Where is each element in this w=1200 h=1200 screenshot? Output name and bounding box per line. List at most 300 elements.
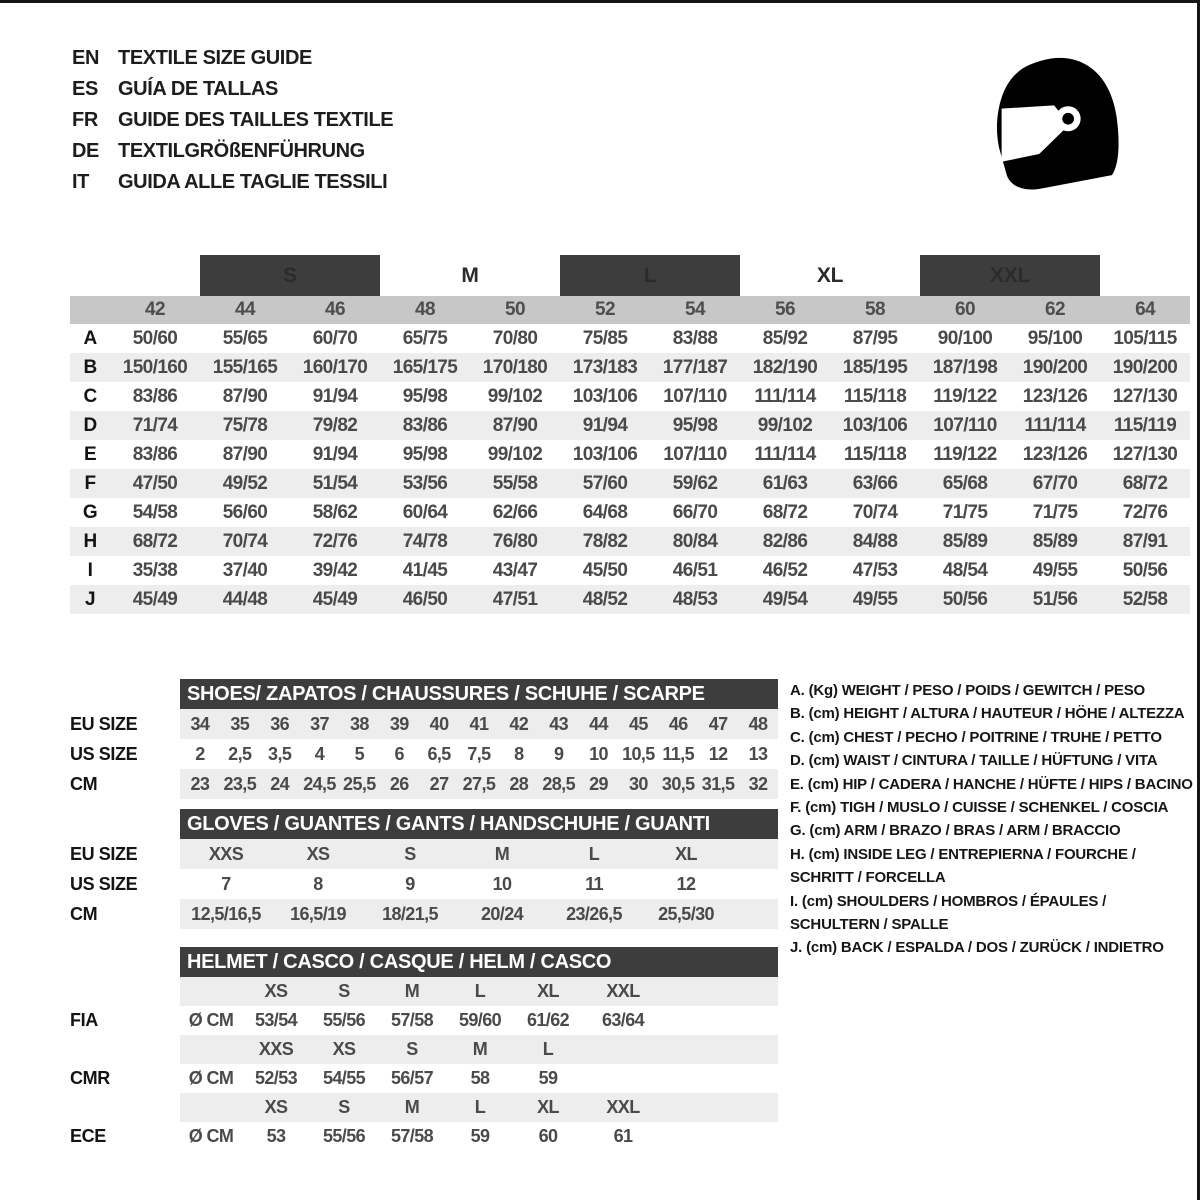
size-value: 91/94 <box>312 443 358 465</box>
size-value: 190/200 <box>1010 353 1100 382</box>
column-header-44: 44 <box>200 296 290 324</box>
helmet-size-label: S <box>378 1035 446 1064</box>
row-label: I <box>87 559 93 581</box>
size-value: 66/70 <box>672 501 718 523</box>
measure-row-i <box>70 556 1190 585</box>
helmet-size-label: XS <box>242 1093 310 1122</box>
size-value: 70/74 <box>200 527 290 556</box>
helmet-sizes-row-ece <box>180 1093 778 1122</box>
size-value: 74/78 <box>380 527 470 556</box>
size-value: 119/122 <box>933 385 997 407</box>
diameter-unit-label: Ø CM <box>188 1010 234 1030</box>
shoes-us-value: 6,5 <box>427 743 451 764</box>
measure-row-j <box>70 585 1190 614</box>
size-value: 83/86 <box>132 443 178 465</box>
size-value: 173/183 <box>560 353 650 382</box>
size-value: 115/118 <box>843 385 907 407</box>
size-value: 85/89 <box>920 527 1010 556</box>
size-value: 44/48 <box>200 585 290 614</box>
shoes-us-value: 2 <box>195 743 205 764</box>
shoes-cm-value: 23 <box>180 769 220 799</box>
helmet-size-value: 53/54 <box>254 1010 298 1030</box>
size-value: 111/114 <box>754 443 816 465</box>
measure-row-f <box>70 469 1190 498</box>
guide-title: TEXTILE SIZE GUIDE <box>118 47 312 69</box>
size-value: 35/38 <box>132 559 178 581</box>
helmet-sizes-row-cmr <box>180 1035 778 1064</box>
size-value: 60/70 <box>312 327 358 349</box>
filler <box>664 1006 778 1035</box>
shoes-eu-value: 47 <box>698 709 738 739</box>
size-value: 99/102 <box>740 411 830 440</box>
legend-item-f: F. (cm) TIGH / MUSLO / CUISSE / SCHENKEL / COSCIA <box>790 799 1169 817</box>
helmet-values-row-cmr <box>180 1064 778 1093</box>
legend-item-g: G. (cm) ARM / BRAZO / BRAS / ARM / BRACCIO <box>790 822 1121 840</box>
size-group-spacer <box>1100 255 1190 296</box>
lang-row-fr <box>72 105 393 136</box>
size-value: 67/70 <box>1010 469 1100 498</box>
size-value: 177/187 <box>650 353 740 382</box>
shoes-row-eu <box>180 709 778 739</box>
size-value: 85/92 <box>762 327 808 349</box>
size-value: 50/60 <box>132 327 178 349</box>
guide-title: TEXTILGRÖßENFÜHRUNG <box>118 140 365 162</box>
gloves-us-value: 9 <box>405 873 415 894</box>
column-header-54: 54 <box>650 296 740 324</box>
size-value: 59/62 <box>650 469 740 498</box>
helmet-size-value <box>582 1064 664 1093</box>
lang-row-en <box>72 43 393 74</box>
gloves-us-value: 8 <box>313 873 323 894</box>
gloves-eu-value: S <box>364 839 456 869</box>
size-value: 37/40 <box>222 559 268 581</box>
gloves-us-value: 10 <box>492 873 512 894</box>
helmet-size-value: 63/64 <box>601 1010 645 1030</box>
helmet-size-label: L <box>514 1035 582 1064</box>
size-value: 83/88 <box>672 327 718 349</box>
textile-size-table-wrap <box>70 255 1190 614</box>
size-value: 95/100 <box>1027 327 1083 349</box>
shoes-cm-value: 28,5 <box>539 769 579 799</box>
helmet-size-label: XS <box>242 977 310 1006</box>
shoes-cm-value: 24,5 <box>300 769 340 799</box>
helmet-size-value: 55/56 <box>322 1126 366 1146</box>
size-value: 49/55 <box>830 585 920 614</box>
size-value: 127/130 <box>1112 443 1178 465</box>
size-value: 68/72 <box>1100 469 1190 498</box>
helmet-size-label: S <box>310 1093 378 1122</box>
column-header-42: 42 <box>110 296 200 324</box>
size-value: 190/200 <box>1100 353 1190 382</box>
row-label: H <box>70 527 110 556</box>
shoes-eu-value: 38 <box>339 709 379 739</box>
size-value: 65/68 <box>920 469 1010 498</box>
gloves-cm-value: 12,5/16,5 <box>180 899 272 929</box>
shoes-us-value: 13 <box>748 743 768 764</box>
size-value: 103/106 <box>572 385 638 407</box>
helmet-size-label: XXL <box>582 977 664 1006</box>
size-value: 46/52 <box>762 559 808 581</box>
filler <box>664 1122 778 1151</box>
gloves-eu-value: M <box>456 839 548 869</box>
size-value: 79/82 <box>290 411 380 440</box>
gloves-cm-value: 16,5/19 <box>272 899 364 929</box>
column-header-48: 48 <box>380 296 470 324</box>
measure-row-d <box>70 411 1190 440</box>
size-value: 78/82 <box>560 527 650 556</box>
helmet-size-value: 54/55 <box>322 1068 366 1088</box>
column-header-56: 56 <box>740 296 830 324</box>
shoes-us-value: 3,5 <box>268 743 292 764</box>
row-label: A <box>83 327 97 349</box>
textile-size-table <box>70 255 1190 614</box>
size-value: 56/60 <box>222 501 268 523</box>
shoes-cm-value: 27,5 <box>459 769 499 799</box>
gloves-row-cm <box>180 899 778 929</box>
size-value: 48/52 <box>560 585 650 614</box>
helmet-size-value: 56/57 <box>390 1068 434 1088</box>
shoes-cm-value: 29 <box>579 769 619 799</box>
gloves-eu-value: L <box>548 839 640 869</box>
legend-item-e: E. (cm) HIP / CADERA / HANCHE / HÜFTE / HIPS / BACINO <box>790 775 1193 793</box>
size-value: 41/45 <box>402 559 448 581</box>
filler <box>664 1064 778 1093</box>
row-label-cm: CM <box>70 904 98 924</box>
size-value: 49/52 <box>200 469 290 498</box>
size-value: 68/72 <box>110 527 200 556</box>
shoes-eu-value: 43 <box>539 709 579 739</box>
size-value: 95/98 <box>402 443 448 465</box>
helmet-size-label <box>582 1035 664 1064</box>
size-value: 90/100 <box>937 327 993 349</box>
size-value: 62/66 <box>492 501 538 523</box>
size-value: 47/53 <box>852 559 898 581</box>
size-value: 39/42 <box>312 559 358 581</box>
shoes-cm-value: 26 <box>379 769 419 799</box>
filler <box>664 1093 778 1122</box>
lang-code: DE <box>72 140 99 162</box>
row-label: B <box>70 353 110 382</box>
shoes-us-value: 5 <box>354 743 365 764</box>
filler <box>732 899 778 929</box>
size-value: 87/91 <box>1100 527 1190 556</box>
shoes-us-value: 4 <box>314 743 325 764</box>
helmet-side-labels <box>70 947 180 1151</box>
size-value: 87/90 <box>222 443 268 465</box>
helmet-size-label: XXS <box>242 1035 310 1064</box>
shoes-cm-value: 30,5 <box>658 769 698 799</box>
shoes-section-header: SHOES/ ZAPATOS / CHAUSSURES / SCHUHE / SCARPE <box>180 679 778 709</box>
size-value: 48/53 <box>650 585 740 614</box>
column-header-50: 50 <box>470 296 560 324</box>
shoes-eu-value: 41 <box>459 709 499 739</box>
shoes-cm-value: 24 <box>260 769 300 799</box>
shoes-cm-value: 30 <box>618 769 658 799</box>
size-value: 99/102 <box>487 385 543 407</box>
gloves-cm-value: 20/24 <box>456 899 548 929</box>
column-header-62: 62 <box>1010 296 1100 324</box>
helmet-size-label: XS <box>310 1035 378 1064</box>
size-value: 48/54 <box>942 559 988 581</box>
size-value: 45/50 <box>582 559 628 581</box>
gloves-side-labels <box>70 809 180 929</box>
row-label: F <box>70 469 110 498</box>
measure-row-e <box>70 440 1190 469</box>
measure-row-h <box>70 527 1190 556</box>
size-value: 51/56 <box>1010 585 1100 614</box>
helmet-size-value: 61/62 <box>526 1010 570 1030</box>
helmet-size-label: XL <box>514 1093 582 1122</box>
shoes-eu-value: 40 <box>419 709 459 739</box>
size-value: 51/54 <box>290 469 380 498</box>
guide-title: GUIDA ALLE TAGLIE TESSILI <box>118 171 388 193</box>
racing-helmet-icon <box>975 31 1155 219</box>
row-label: E <box>83 443 97 465</box>
standard-label-cmr: CMR <box>70 1068 110 1088</box>
row-label-cm: CM <box>70 774 98 794</box>
helmet-size-value: 59 <box>538 1068 558 1088</box>
legend-item-c: C. (cm) CHEST / PECHO / POITRINE / TRUHE / PETTO <box>790 728 1162 746</box>
size-value: 63/66 <box>830 469 920 498</box>
shoes-cm-value: 28 <box>499 769 539 799</box>
size-value: 107/110 <box>663 385 727 407</box>
gloves-cm-value: 25,5/30 <box>640 899 732 929</box>
row-label-us-size: US SIZE <box>70 744 138 764</box>
shoes-eu-value: 42 <box>499 709 539 739</box>
helmet-size-value: 58 <box>470 1068 490 1088</box>
shoes-section <box>70 679 778 799</box>
size-value: 83/86 <box>380 411 470 440</box>
size-value: 84/88 <box>830 527 920 556</box>
size-value: 87/90 <box>470 411 560 440</box>
size-value: 55/65 <box>222 327 268 349</box>
gloves-size-table <box>180 839 778 929</box>
size-group-m: M <box>461 263 479 287</box>
size-value: 70/80 <box>492 327 538 349</box>
helmet-size-value: 60 <box>538 1126 558 1146</box>
row-label: G <box>82 501 98 523</box>
size-value: 103/106 <box>830 411 920 440</box>
size-value: 45/49 <box>110 585 200 614</box>
size-value: 127/130 <box>1112 385 1178 407</box>
size-value: 50/56 <box>1122 559 1168 581</box>
size-value: 46/50 <box>380 585 470 614</box>
legend-item-b: B. (cm) HEIGHT / ALTURA / HAUTEUR / HÖHE / ALTEZZA <box>790 705 1185 723</box>
gloves-section <box>70 809 778 929</box>
measure-row-a <box>70 324 1190 353</box>
shoes-us-value: 6 <box>394 743 404 764</box>
gloves-us-value: 12 <box>676 873 696 894</box>
row-label: C <box>83 385 97 407</box>
helmet-size-label: XL <box>514 977 582 1006</box>
shoes-us-value: 12 <box>708 743 728 764</box>
size-value: 49/55 <box>1032 559 1078 581</box>
standard-label-ece: ECE <box>70 1126 106 1146</box>
language-title-list <box>72 43 393 198</box>
helmet-size-label: S <box>310 977 378 1006</box>
column-header-58: 58 <box>830 296 920 324</box>
shoes-us-value: 7,5 <box>467 743 491 764</box>
size-value: 182/190 <box>740 353 830 382</box>
column-header-60: 60 <box>920 296 1010 324</box>
helmet-section-header: HELMET / CASCO / CASQUE / HELM / CASCO <box>180 947 778 977</box>
lang-code: EN <box>72 47 99 69</box>
gloves-eu-value: XL <box>640 839 732 869</box>
shoes-row-us <box>180 739 778 769</box>
helmet-size-value: 57/58 <box>390 1126 434 1146</box>
spacer <box>180 977 242 1006</box>
size-value: 75/78 <box>200 411 290 440</box>
size-value: 119/122 <box>933 443 997 465</box>
gloves-eu-value: XXS <box>180 839 272 869</box>
shoes-cm-value: 25,5 <box>339 769 379 799</box>
size-value: 150/160 <box>110 353 200 382</box>
measure-row-g <box>70 498 1190 527</box>
size-value: 61/63 <box>740 469 830 498</box>
diameter-unit-label: Ø CM <box>188 1068 234 1088</box>
shoes-eu-value: 45 <box>618 709 658 739</box>
standard-label-fia: FIA <box>70 1010 98 1030</box>
measure-row-b <box>70 353 1190 382</box>
size-value: 103/106 <box>572 443 638 465</box>
legend-item-a: A. (Kg) WEIGHT / PESO / POIDS / GEWITCH / PESO <box>790 682 1145 699</box>
shoes-eu-value: 37 <box>300 709 340 739</box>
helmet-size-table <box>180 977 778 1151</box>
legend-item-i: I. (cm) SHOULDERS / HOMBROS / ÉPAULES / SCHULTERN / SPALLE <box>790 892 1107 934</box>
helmet-size-value: 57/58 <box>390 1010 434 1030</box>
gloves-cm-value: 23/26,5 <box>548 899 640 929</box>
filler <box>664 977 778 1006</box>
shoes-eu-value: 35 <box>220 709 260 739</box>
lang-row-es <box>72 74 393 105</box>
lang-row-de <box>72 136 393 167</box>
lang-code: ES <box>72 78 98 100</box>
size-group-s: S <box>200 255 380 296</box>
spacer <box>180 1035 242 1064</box>
measure-row-c <box>70 382 1190 411</box>
legend-item-h: H. (cm) INSIDE LEG / ENTREPIERNA / FOURCHE / SCHRITT / FORCELLA <box>790 845 1136 887</box>
gloves-us-value: 11 <box>585 873 603 894</box>
size-value: 123/126 <box>1022 443 1088 465</box>
helmet-size-value: 59/60 <box>458 1010 502 1030</box>
size-value: 55/58 <box>470 469 560 498</box>
size-value: 187/198 <box>920 353 1010 382</box>
filler <box>732 839 778 869</box>
gloves-row-us <box>180 869 778 899</box>
size-value: 111/114 <box>754 385 816 407</box>
size-value: 185/195 <box>830 353 920 382</box>
helmet-size-label: XXL <box>582 1093 664 1122</box>
guide-title: GUIDE DES TAILLES TEXTILE <box>118 109 394 131</box>
row-label-us-size: US SIZE <box>70 874 138 894</box>
size-group-xxl: XXL <box>920 255 1100 296</box>
size-value: 71/75 <box>942 501 988 523</box>
gloves-section-header: GLOVES / GUANTES / GANTS / HANDSCHUHE / GUANTI <box>180 809 778 839</box>
size-value: 45/49 <box>290 585 380 614</box>
shoes-us-value: 9 <box>553 743 564 764</box>
shoes-us-value: 10,5 <box>622 743 655 764</box>
size-group-spacer <box>110 255 200 296</box>
shoes-eu-value: 39 <box>379 709 419 739</box>
helmet-size-value: 61 <box>613 1126 633 1146</box>
gloves-us-value: 7 <box>221 873 231 894</box>
size-group-spacer <box>70 255 110 296</box>
column-header-64: 64 <box>1100 296 1190 324</box>
guide-title: GUÍA DE TALLAS <box>118 78 278 100</box>
helmet-size-label: L <box>446 1093 514 1122</box>
size-value: 57/60 <box>560 469 650 498</box>
shoes-cm-value: 31,5 <box>698 769 738 799</box>
helmet-section <box>70 947 778 1151</box>
helmet-size-label: M <box>378 1093 446 1122</box>
helmet-values-row-fia <box>180 1006 778 1035</box>
row-label: D <box>70 411 110 440</box>
size-value: 60/64 <box>402 501 448 523</box>
shoes-eu-value: 48 <box>738 709 778 739</box>
size-value: 87/95 <box>852 327 898 349</box>
helmet-sizes-row-fia <box>180 977 778 1006</box>
row-label-eu-size: EU SIZE <box>70 844 138 864</box>
shoes-us-value: 8 <box>514 743 524 764</box>
size-value: 82/86 <box>740 527 830 556</box>
legend-item-j: J. (cm) BACK / ESPALDA / DOS / ZURÜCK / INDIETRO <box>790 939 1164 957</box>
legend-item-d: D. (cm) WAIST / CINTURA / TAILLE / HÜFTUNG / VITA <box>790 752 1158 770</box>
helmet-size-value: 55/56 <box>322 1010 366 1030</box>
size-value: 107/110 <box>920 411 1010 440</box>
size-value: 50/56 <box>920 585 1010 614</box>
size-value: 70/74 <box>852 501 898 523</box>
row-label-eu-size: EU SIZE <box>70 714 138 734</box>
size-value: 49/54 <box>740 585 830 614</box>
lang-code: IT <box>72 171 89 193</box>
helmet-size-label: L <box>446 977 514 1006</box>
size-value: 111/114 <box>1010 411 1100 440</box>
size-value: 165/175 <box>380 353 470 382</box>
size-value: 71/75 <box>1032 501 1078 523</box>
shoes-eu-value: 36 <box>260 709 300 739</box>
shoes-us-value: 2,5 <box>228 743 252 764</box>
gloves-cm-value: 18/21,5 <box>364 899 456 929</box>
size-value: 155/165 <box>200 353 290 382</box>
size-group-l: L <box>560 255 740 296</box>
shoes-us-value: 11,5 <box>662 743 695 764</box>
size-value: 47/51 <box>470 585 560 614</box>
size-group-xl: XL <box>816 263 844 287</box>
shoes-us-value: 10 <box>589 743 608 764</box>
measurement-legend <box>790 679 1198 960</box>
shoes-eu-value: 44 <box>579 709 619 739</box>
size-value: 46/51 <box>672 559 718 581</box>
size-value: 87/90 <box>222 385 268 407</box>
size-value: 68/72 <box>762 501 808 523</box>
row-label: J <box>70 585 110 614</box>
gloves-row-eu <box>180 839 778 869</box>
helmet-values-row-ece <box>180 1122 778 1151</box>
shoes-cm-value: 32 <box>738 769 778 799</box>
size-value: 75/85 <box>582 327 628 349</box>
column-header-52: 52 <box>560 296 650 324</box>
size-value: 47/50 <box>110 469 200 498</box>
size-value: 91/94 <box>560 411 650 440</box>
lang-code: FR <box>72 109 98 131</box>
diameter-unit-label: Ø CM <box>188 1126 234 1146</box>
lang-row-it <box>72 167 393 198</box>
size-value: 105/115 <box>1113 327 1177 349</box>
shoes-cm-value: 23,5 <box>220 769 260 799</box>
size-value: 170/180 <box>470 353 560 382</box>
shoes-eu-value: 34 <box>180 709 220 739</box>
helmet-size-label: M <box>378 977 446 1006</box>
